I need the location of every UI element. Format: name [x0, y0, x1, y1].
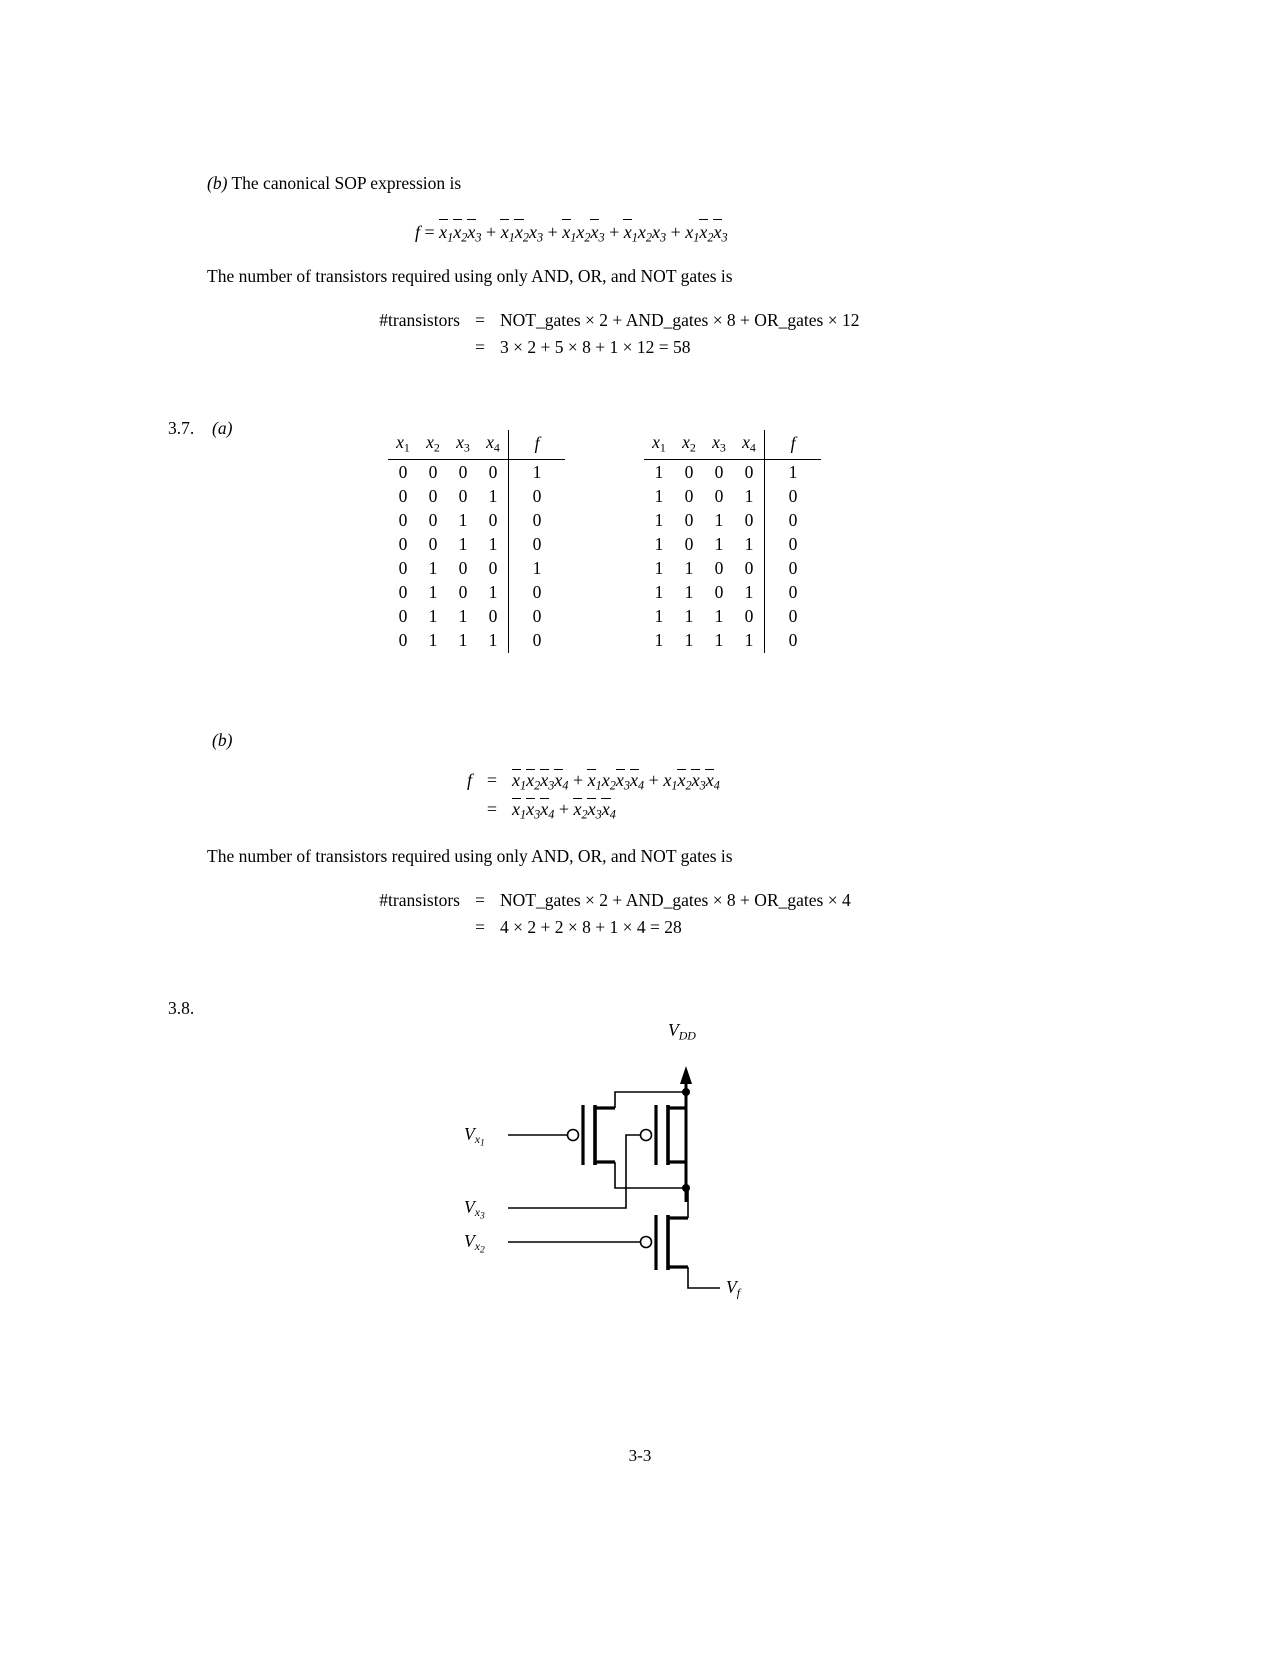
cell-x4: 1: [488, 534, 498, 555]
transistor-intro-2: The number of transistors required using only AND, OR, and NOT gates is: [207, 846, 733, 866]
cell-x2: 0: [684, 534, 694, 555]
col-header-x2: $x_2$: [426, 431, 440, 454]
cell-x2: 1: [684, 630, 694, 651]
truth-table-right: [644, 430, 821, 653]
cell-x4: 1: [488, 582, 498, 603]
cell-x1: 1: [654, 582, 664, 603]
cell-x2: 1: [684, 582, 694, 603]
cell-f: 0: [765, 557, 822, 581]
cell-x1: 1: [654, 510, 664, 531]
pmos1-source-to-vdd: [615, 1092, 686, 1108]
problem-number-3-7: 3.7.: [168, 418, 195, 438]
pmos3-gate-bubble: [641, 1237, 652, 1248]
cell-x3: 0: [714, 486, 724, 507]
table-row: [388, 461, 565, 485]
cell-x3: 0: [458, 582, 468, 603]
problem-3-7-part-b-label: (b): [212, 730, 233, 750]
cell-x2: 1: [684, 558, 694, 579]
col-header-x1: $x_1$: [396, 431, 410, 454]
pmos2-gate-bubble: [641, 1130, 652, 1141]
table-row: [644, 485, 821, 509]
table-row: [388, 509, 565, 533]
cell-x3: 1: [714, 630, 724, 651]
cell-f: 0: [509, 605, 566, 629]
cell-x4: 1: [488, 630, 498, 651]
cell-x2: 1: [428, 630, 438, 651]
cell-x3: 0: [714, 558, 724, 579]
cell-x2: 1: [428, 558, 438, 579]
canonical-sop-equation: $f = x_1x_2x_3 + x_1x_2x_3 + x_1x_2x_3 + x_1x_2x_3 + x_1x_2x_3$: [415, 222, 728, 245]
section-b-intro-text: The canonical SOP expression is: [231, 173, 462, 193]
cell-x4: 0: [488, 462, 498, 483]
transistor-eq-2-line1: NOT_gates × 2 + AND_gates × 8 + OR_gates × 4: [500, 890, 851, 910]
cell-x1: 0: [398, 486, 408, 507]
transistor-eq-1-line1: NOT_gates × 2 + AND_gates × 8 + OR_gates × 12: [500, 310, 860, 330]
cell-x3: 1: [458, 534, 468, 555]
cell-x4: 0: [488, 510, 498, 531]
table-row: [644, 509, 821, 533]
vdd-arrow-head: [680, 1066, 692, 1084]
cell-x4: 0: [744, 558, 754, 579]
truth-table-right-body: [644, 430, 821, 653]
cell-x1: 1: [654, 534, 664, 555]
cell-f: 0: [765, 581, 822, 605]
transistor-eq-1-lhs: #transistors: [379, 310, 460, 330]
cell-x4: 0: [744, 606, 754, 627]
cell-x1: 1: [654, 630, 664, 651]
col-header-x4: $x_4$: [742, 431, 756, 454]
pmos2-gate-wire: [508, 1135, 640, 1208]
cell-f: 1: [509, 461, 566, 485]
problem-3-7-part-a-label: (a): [212, 418, 233, 438]
table-row: [644, 461, 821, 485]
cell-f: 0: [765, 533, 822, 557]
cell-x1: 0: [398, 630, 408, 651]
col-header-x2: $x_2$: [682, 431, 696, 454]
table-row: [644, 557, 821, 581]
cell-x3: 1: [714, 606, 724, 627]
eq-line2: $x_1x_3x_4 + x_2x_3x_4$: [512, 799, 616, 822]
cell-f: 0: [765, 629, 822, 653]
transistor-intro-1: The number of transistors required using only AND, OR, and NOT gates is: [207, 266, 733, 286]
table-row: [644, 533, 821, 557]
cell-x1: 1: [654, 558, 664, 579]
cell-f: 0: [509, 629, 566, 653]
cell-x4: 0: [744, 510, 754, 531]
col-header-x4: $x_4$: [486, 431, 500, 454]
cell-x4: 0: [488, 558, 498, 579]
transistor-eq-1-line2: 3 × 2 + 5 × 8 + 1 × 12 = 58: [500, 337, 691, 357]
cell-f: 0: [509, 485, 566, 509]
transistor-eq-2-equals-2: =: [475, 917, 485, 937]
table-header-row: [644, 430, 821, 459]
transistor-eq-2-equals-1: =: [475, 890, 485, 910]
cell-x2: 0: [684, 486, 694, 507]
cell-x4: 1: [744, 630, 754, 651]
col-header-x1: $x_1$: [652, 431, 666, 454]
truth-table-left-body: [388, 430, 565, 653]
cell-x2: 0: [428, 486, 438, 507]
cell-x1: 0: [398, 606, 408, 627]
problem-number-3-8: 3.8.: [168, 998, 195, 1018]
cell-x3: 1: [458, 630, 468, 651]
circuit-svg: [440, 1030, 800, 1320]
cell-x1: 1: [654, 462, 664, 483]
input-label-vx1: $V_{x_1}$: [464, 1124, 485, 1149]
cell-x3: 0: [458, 462, 468, 483]
cell-x2: 0: [428, 510, 438, 531]
transistor-eq-2-line2: 4 × 2 + 2 × 8 + 1 × 4 = 28: [500, 917, 682, 937]
cell-x3: 1: [458, 510, 468, 531]
cell-x3: 1: [458, 606, 468, 627]
pmos1-gate-bubble: [568, 1130, 579, 1141]
table-row: [644, 581, 821, 605]
input-label-vx2: $V_{x_2}$: [464, 1231, 485, 1256]
transistor-eq-1-equals-1: =: [475, 310, 485, 330]
truth-table-left: [388, 430, 565, 653]
cell-x1: 0: [398, 462, 408, 483]
eq-line1: $x_1x_2x_3x_4 + x_1x_2x_3x_4 + x_1x_2x_3x_4$: [512, 770, 720, 793]
cell-f: 1: [509, 557, 566, 581]
cell-x1: 0: [398, 558, 408, 579]
table-row: [644, 605, 821, 629]
problem-3-7-b-equation: [452, 770, 720, 829]
cell-x4: 0: [488, 606, 498, 627]
cell-x4: 1: [488, 486, 498, 507]
cell-x1: 1: [654, 486, 664, 507]
section-b-heading: (b) The canonical SOP expression is: [207, 173, 462, 193]
cell-x4: 1: [744, 582, 754, 603]
table-row: [388, 485, 565, 509]
cell-f: 0: [509, 509, 566, 533]
cell-x2: 1: [684, 606, 694, 627]
col-header-f: f: [765, 430, 822, 459]
cell-x3: 0: [458, 486, 468, 507]
eq-lhs-f: f: [466, 770, 472, 790]
vdd-label: $V_{DD}$: [668, 1020, 696, 1043]
cell-x2: 1: [428, 606, 438, 627]
cell-x3: 1: [714, 534, 724, 555]
cell-x2: 0: [684, 462, 694, 483]
input-label-vx3: $V_{x_3}$: [464, 1197, 485, 1222]
cell-f: 0: [765, 485, 822, 509]
cell-f: 0: [765, 605, 822, 629]
cell-x1: 1: [654, 606, 664, 627]
cell-x3: 0: [714, 462, 724, 483]
transistor-eq-1-equals-2: =: [475, 337, 485, 357]
cell-x1: 0: [398, 510, 408, 531]
cell-x3: 0: [458, 558, 468, 579]
cell-f: 0: [509, 533, 566, 557]
cell-f: 0: [509, 581, 566, 605]
eq-equals-2: =: [486, 799, 498, 820]
col-header-x3: $x_3$: [712, 431, 726, 454]
output-wire: [688, 1267, 720, 1288]
cell-f: 1: [765, 461, 822, 485]
cell-x2: 0: [684, 510, 694, 531]
cell-x4: 0: [744, 462, 754, 483]
cell-x1: 0: [398, 534, 408, 555]
page-footer: 3-3: [628, 1446, 652, 1465]
cmos-circuit-diagram: [440, 1020, 800, 1320]
table-row: [644, 629, 821, 653]
cell-x2: 0: [428, 534, 438, 555]
table-row: [388, 557, 565, 581]
eq-equals-1: =: [486, 770, 498, 790]
transistor-eq-2-lhs: #transistors: [379, 890, 460, 910]
cell-x2: 0: [428, 462, 438, 483]
cell-x4: 1: [744, 534, 754, 555]
cell-x4: 1: [744, 486, 754, 507]
cell-x2: 1: [428, 582, 438, 603]
table-header-row: [388, 430, 565, 459]
table-row: [388, 533, 565, 557]
transistor-equation-1: [330, 310, 859, 364]
col-header-x3: $x_3$: [456, 431, 470, 454]
cell-x3: 1: [714, 510, 724, 531]
cell-x1: 0: [398, 582, 408, 603]
transistor-equation-2: [330, 890, 851, 944]
output-label-vf: $V_f$: [726, 1277, 741, 1300]
cell-x3: 0: [714, 582, 724, 603]
table-row: [388, 581, 565, 605]
table-row: [388, 629, 565, 653]
col-header-f: f: [509, 430, 566, 459]
table-row: [388, 605, 565, 629]
cell-f: 0: [765, 509, 822, 533]
